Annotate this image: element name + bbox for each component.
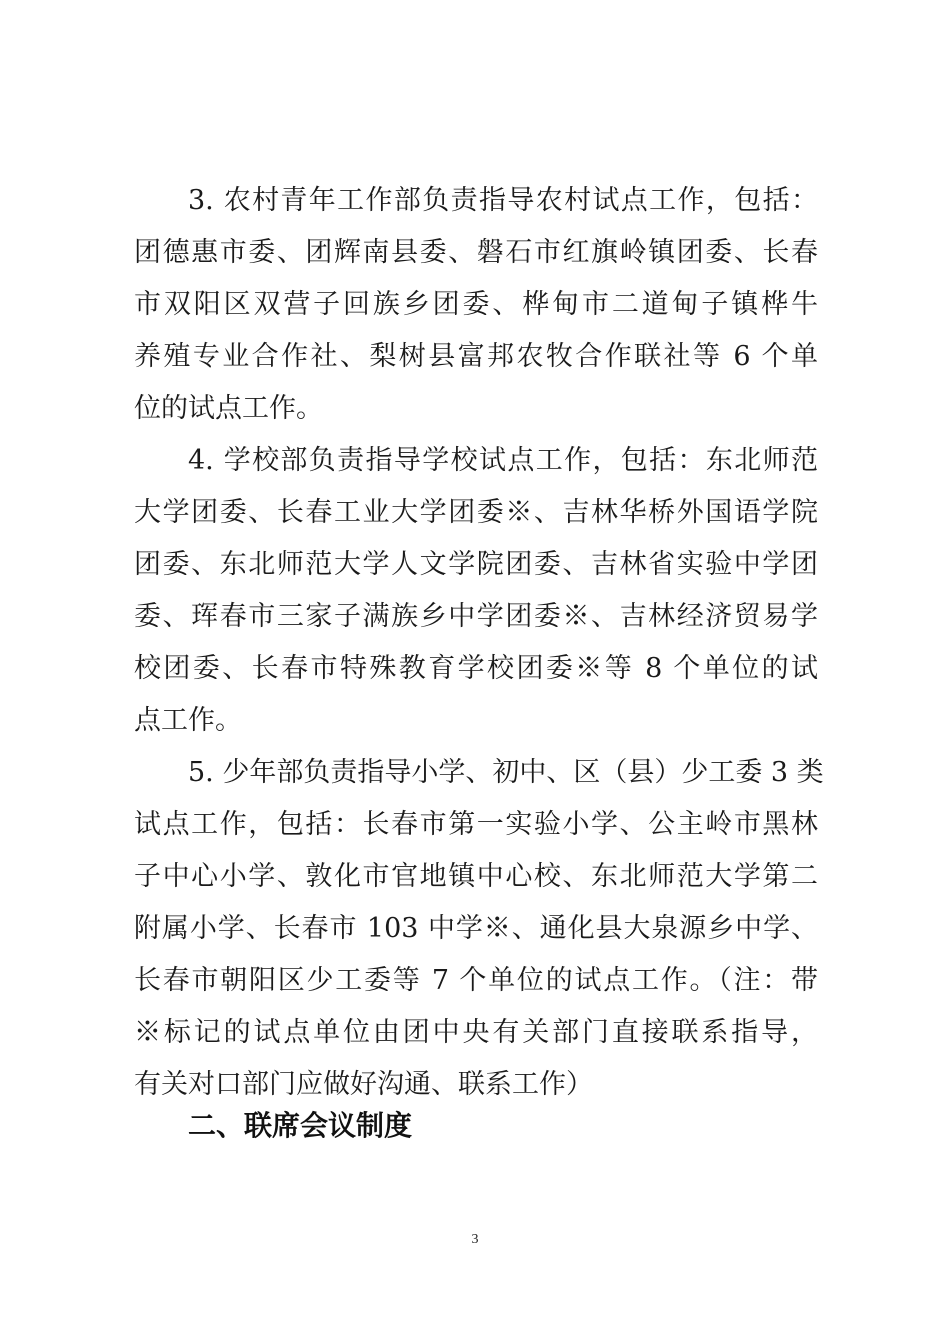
paragraph-4-line-3: 团委、东北师范大学人文学院团委、吉林省实验中学团 — [134, 549, 818, 580]
paragraph-4-line-5: 校团委、长春市特殊教育学校团委※等 8 个单位的试 — [134, 653, 818, 684]
section-heading: 二、联席会议制度 — [188, 1109, 413, 1142]
paragraph-3-line-2: 团德惠市委、团辉南县委、磐石市红旗岭镇团委、长春 — [134, 237, 818, 268]
paragraph-4-line-2: 大学团委、长春工业大学团委※、吉林华桥外国语学院 — [134, 497, 818, 528]
paragraph-5-line-5: 长春市朝阳区少工委等 7 个单位的试点工作。（注：带 — [134, 965, 818, 996]
paragraph-5-line-1: 5. 少年部负责指导小学、初中、区（县）少工委 3 类 — [188, 757, 824, 788]
paragraph-5-line-4: 附属小学、长春市 103 中学※、通化县大泉源乡中学、 — [134, 913, 818, 944]
paragraph-3-line-1: 3. 农村青年工作部负责指导农村试点工作，包括： — [188, 185, 818, 216]
paragraph-4-line-6: 点工作。 — [134, 705, 242, 736]
paragraph-4-line-4: 委、珲春市三家子满族乡中学团委※、吉林经济贸易学 — [134, 601, 818, 632]
page-number: 3 — [471, 1232, 479, 1247]
paragraph-3-line-3: 市双阳区双营子回族乡团委、桦甸市二道甸子镇桦牛 — [134, 289, 818, 320]
paragraph-3-line-4: 养殖专业合作社、梨树县富邦农牧合作联社等 6 个单 — [134, 341, 818, 372]
paragraph-5-line-2: 试点工作，包括：长春市第一实验小学、公主岭市黑林 — [134, 809, 818, 840]
paragraph-5-line-7: 有关对口部门应做好沟通、联系工作） — [134, 1069, 593, 1100]
paragraph-3-line-5: 位的试点工作。 — [134, 393, 323, 424]
paragraph-4-line-1: 4. 学校部负责指导学校试点工作，包括：东北师范 — [188, 445, 818, 476]
paragraph-5-line-6: ※标记的试点单位由团中央有关部门直接联系指导， — [134, 1017, 818, 1048]
paragraph-5-line-3: 子中心小学、敦化市官地镇中心校、东北师范大学第二 — [134, 861, 818, 892]
